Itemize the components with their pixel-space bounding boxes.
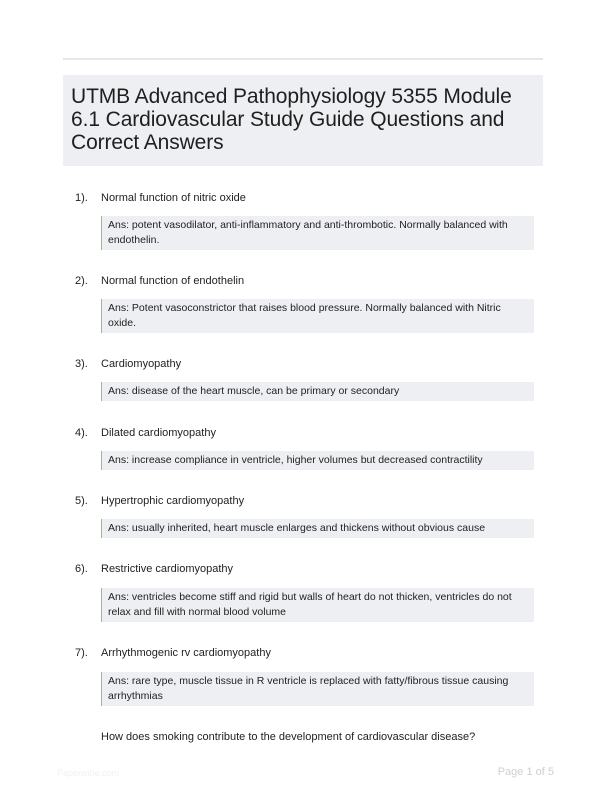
answer-box: Ans: Potent vasoconstrictor that raises blood pressure. Normally balanced with Nitric oxide. [101,299,534,333]
question-number: 2). [75,275,88,287]
answer-box: Ans: potent vasodilator, anti-inflammatory and anti-thrombotic. Normally balanced with endothelin. [101,216,534,250]
question-text: Dilated cardiomyopathy [101,427,216,439]
answer-box: Ans: ventricles become stiff and rigid but walls of heart do not thicken, ventricles do not relax and fill with normal blood volume [101,588,534,622]
title-banner [63,75,543,166]
question-text: Restrictive cardiomyopathy [101,563,234,575]
trailing-question: How does smoking contribute to the development of cardiovascular disease? [101,731,476,743]
question-number: 7). [75,647,88,659]
footer-watermark: Paperwibe.com [57,768,120,778]
question-number: 1). [75,192,88,204]
question-text: Normal function of nitric oxide [101,192,246,204]
question-text: Hypertrophic cardiomyopathy [101,495,245,507]
question-text: Cardiomyopathy [101,358,182,370]
answer-box: Ans: disease of the heart muscle, can be primary or secondary [101,382,534,401]
answer-box: Ans: increase compliance in ventricle, higher volumes but decreased contractility [101,451,534,470]
question-text: Arrhythmogenic rv cardiomyopathy [101,647,271,659]
question-number: 6). [75,563,88,575]
top-divider [63,58,543,60]
question-number: 5). [75,495,88,507]
document-title: UTMB Advanced Pathophysiology 5355 Module 6.1 Cardiovascular Study Guide Questions and Correct Answers [71,85,512,154]
question-text: Normal function of endothelin [101,275,245,287]
answer-box: Ans: usually inherited, heart muscle enlarges and thickens without obvious cause [101,519,534,538]
page-indicator: Page 1 of 5 [497,766,554,778]
answer-box: Ans: rare type, muscle tissue in R ventricle is replaced with fatty/fibrous tissue causing arrhythmias [101,672,534,706]
question-number: 4). [75,427,88,439]
question-number: 3). [75,358,88,370]
